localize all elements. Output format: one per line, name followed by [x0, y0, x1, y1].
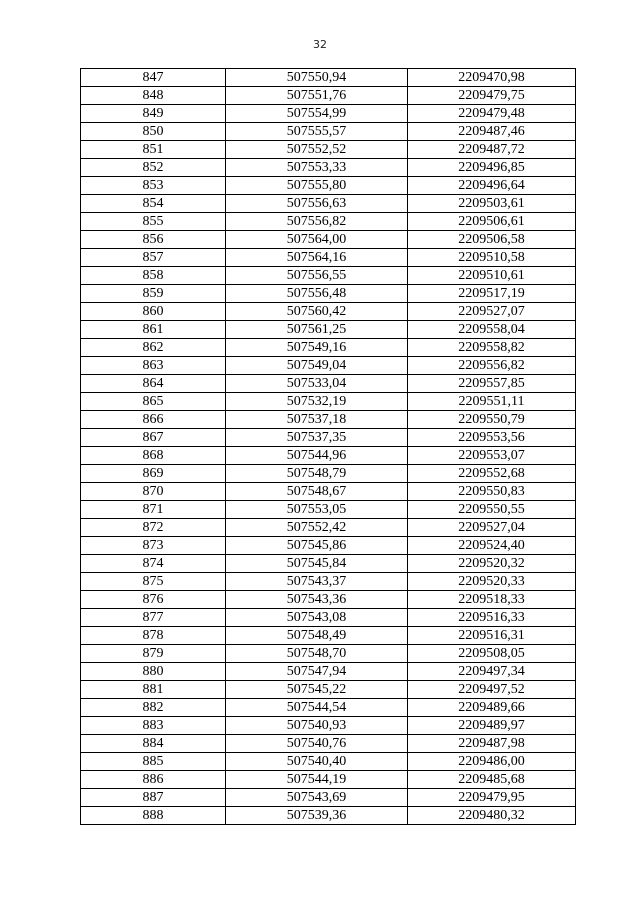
x-coordinate-cell: 507533,04	[226, 375, 408, 393]
y-coordinate-cell: 2209480,32	[408, 807, 576, 825]
x-coordinate-cell: 507560,42	[226, 303, 408, 321]
x-coordinate-cell: 507564,00	[226, 231, 408, 249]
point-number-cell: 866	[81, 411, 226, 429]
point-number-cell: 887	[81, 789, 226, 807]
point-number-cell: 854	[81, 195, 226, 213]
x-coordinate-cell: 507544,96	[226, 447, 408, 465]
y-coordinate-cell: 2209558,04	[408, 321, 576, 339]
point-number-cell: 873	[81, 537, 226, 555]
x-coordinate-cell: 507548,70	[226, 645, 408, 663]
y-coordinate-cell: 2209558,82	[408, 339, 576, 357]
y-coordinate-cell: 2209550,79	[408, 411, 576, 429]
table-row	[81, 267, 576, 285]
point-number-cell: 878	[81, 627, 226, 645]
x-coordinate-cell: 507554,99	[226, 105, 408, 123]
x-coordinate-cell: 507556,63	[226, 195, 408, 213]
y-coordinate-cell: 2209517,19	[408, 285, 576, 303]
table-row	[81, 807, 576, 825]
point-number-cell: 847	[81, 69, 226, 87]
y-coordinate-cell: 2209487,46	[408, 123, 576, 141]
y-coordinate-cell: 2209486,00	[408, 753, 576, 771]
y-coordinate-cell: 2209524,40	[408, 537, 576, 555]
y-coordinate-cell: 2209506,58	[408, 231, 576, 249]
coordinates-table-body	[81, 69, 576, 825]
point-number-cell: 861	[81, 321, 226, 339]
point-number-cell: 867	[81, 429, 226, 447]
point-number-cell: 877	[81, 609, 226, 627]
point-number-cell: 856	[81, 231, 226, 249]
table-row	[81, 447, 576, 465]
table-row	[81, 753, 576, 771]
y-coordinate-cell: 2209510,61	[408, 267, 576, 285]
table-row	[81, 735, 576, 753]
x-coordinate-cell: 507547,94	[226, 663, 408, 681]
y-coordinate-cell: 2209551,11	[408, 393, 576, 411]
table-row	[81, 141, 576, 159]
table-row	[81, 411, 576, 429]
table-row	[81, 681, 576, 699]
point-number-cell: 880	[81, 663, 226, 681]
y-coordinate-cell: 2209520,33	[408, 573, 576, 591]
point-number-cell: 884	[81, 735, 226, 753]
y-coordinate-cell: 2209496,64	[408, 177, 576, 195]
table-row	[81, 303, 576, 321]
point-number-cell: 874	[81, 555, 226, 573]
x-coordinate-cell: 507555,57	[226, 123, 408, 141]
x-coordinate-cell: 507544,54	[226, 699, 408, 717]
table-row	[81, 771, 576, 789]
table-row	[81, 87, 576, 105]
x-coordinate-cell: 507555,80	[226, 177, 408, 195]
table-row	[81, 159, 576, 177]
point-number-cell: 872	[81, 519, 226, 537]
table-row	[81, 663, 576, 681]
x-coordinate-cell: 507553,05	[226, 501, 408, 519]
y-coordinate-cell: 2209527,07	[408, 303, 576, 321]
table-row	[81, 555, 576, 573]
point-number-cell: 879	[81, 645, 226, 663]
y-coordinate-cell: 2209489,97	[408, 717, 576, 735]
x-coordinate-cell: 507548,49	[226, 627, 408, 645]
table-row	[81, 573, 576, 591]
table-row	[81, 609, 576, 627]
point-number-cell: 850	[81, 123, 226, 141]
y-coordinate-cell: 2209479,75	[408, 87, 576, 105]
y-coordinate-cell: 2209497,34	[408, 663, 576, 681]
y-coordinate-cell: 2209520,32	[408, 555, 576, 573]
point-number-cell: 851	[81, 141, 226, 159]
table-row	[81, 429, 576, 447]
point-number-cell: 870	[81, 483, 226, 501]
point-number-cell: 849	[81, 105, 226, 123]
x-coordinate-cell: 507545,22	[226, 681, 408, 699]
table-row	[81, 123, 576, 141]
y-coordinate-cell: 2209479,48	[408, 105, 576, 123]
point-number-cell: 864	[81, 375, 226, 393]
y-coordinate-cell: 2209516,31	[408, 627, 576, 645]
y-coordinate-cell: 2209557,85	[408, 375, 576, 393]
x-coordinate-cell: 507543,08	[226, 609, 408, 627]
coordinates-table	[80, 68, 576, 825]
table-row	[81, 789, 576, 807]
x-coordinate-cell: 507552,52	[226, 141, 408, 159]
table-row	[81, 627, 576, 645]
table-row	[81, 321, 576, 339]
x-coordinate-cell: 507552,42	[226, 519, 408, 537]
point-number-cell: 869	[81, 465, 226, 483]
table-row	[81, 393, 576, 411]
y-coordinate-cell: 2209556,82	[408, 357, 576, 375]
x-coordinate-cell: 507543,37	[226, 573, 408, 591]
point-number-cell: 848	[81, 87, 226, 105]
y-coordinate-cell: 2209550,83	[408, 483, 576, 501]
x-coordinate-cell: 507553,33	[226, 159, 408, 177]
table-row	[81, 105, 576, 123]
table-row	[81, 339, 576, 357]
point-number-cell: 853	[81, 177, 226, 195]
table-row	[81, 519, 576, 537]
table-row	[81, 357, 576, 375]
y-coordinate-cell: 2209487,72	[408, 141, 576, 159]
y-coordinate-cell: 2209510,58	[408, 249, 576, 267]
point-number-cell: 876	[81, 591, 226, 609]
x-coordinate-cell: 507549,16	[226, 339, 408, 357]
y-coordinate-cell: 2209518,33	[408, 591, 576, 609]
point-number-cell: 875	[81, 573, 226, 591]
x-coordinate-cell: 507544,19	[226, 771, 408, 789]
table-row	[81, 465, 576, 483]
table-row	[81, 285, 576, 303]
x-coordinate-cell: 507556,55	[226, 267, 408, 285]
x-coordinate-cell: 507540,40	[226, 753, 408, 771]
table-row	[81, 69, 576, 87]
table-row	[81, 645, 576, 663]
y-coordinate-cell: 2209553,56	[408, 429, 576, 447]
x-coordinate-cell: 507537,35	[226, 429, 408, 447]
x-coordinate-cell: 507561,25	[226, 321, 408, 339]
table-row	[81, 375, 576, 393]
y-coordinate-cell: 2209553,07	[408, 447, 576, 465]
y-coordinate-cell: 2209552,68	[408, 465, 576, 483]
page-number: 32	[313, 38, 327, 51]
y-coordinate-cell: 2209489,66	[408, 699, 576, 717]
x-coordinate-cell: 507551,76	[226, 87, 408, 105]
y-coordinate-cell: 2209496,85	[408, 159, 576, 177]
point-number-cell: 852	[81, 159, 226, 177]
table-row	[81, 591, 576, 609]
x-coordinate-cell: 507548,79	[226, 465, 408, 483]
x-coordinate-cell: 507549,04	[226, 357, 408, 375]
point-number-cell: 885	[81, 753, 226, 771]
point-number-cell: 871	[81, 501, 226, 519]
point-number-cell: 859	[81, 285, 226, 303]
x-coordinate-cell: 507550,94	[226, 69, 408, 87]
x-coordinate-cell: 507540,93	[226, 717, 408, 735]
x-coordinate-cell: 507564,16	[226, 249, 408, 267]
point-number-cell: 857	[81, 249, 226, 267]
point-number-cell: 868	[81, 447, 226, 465]
y-coordinate-cell: 2209485,68	[408, 771, 576, 789]
y-coordinate-cell: 2209508,05	[408, 645, 576, 663]
x-coordinate-cell: 507556,48	[226, 285, 408, 303]
point-number-cell: 865	[81, 393, 226, 411]
point-number-cell: 862	[81, 339, 226, 357]
table-row	[81, 177, 576, 195]
point-number-cell: 860	[81, 303, 226, 321]
point-number-cell: 882	[81, 699, 226, 717]
point-number-cell: 883	[81, 717, 226, 735]
x-coordinate-cell: 507548,67	[226, 483, 408, 501]
x-coordinate-cell: 507532,19	[226, 393, 408, 411]
table-row	[81, 717, 576, 735]
point-number-cell: 881	[81, 681, 226, 699]
table-row	[81, 249, 576, 267]
point-number-cell: 863	[81, 357, 226, 375]
y-coordinate-cell: 2209506,61	[408, 213, 576, 231]
y-coordinate-cell: 2209479,95	[408, 789, 576, 807]
table-row	[81, 231, 576, 249]
y-coordinate-cell: 2209470,98	[408, 69, 576, 87]
y-coordinate-cell: 2209516,33	[408, 609, 576, 627]
point-number-cell: 888	[81, 807, 226, 825]
table-row	[81, 213, 576, 231]
point-number-cell: 858	[81, 267, 226, 285]
x-coordinate-cell: 507545,86	[226, 537, 408, 555]
y-coordinate-cell: 2209497,52	[408, 681, 576, 699]
point-number-cell: 886	[81, 771, 226, 789]
table-row	[81, 699, 576, 717]
y-coordinate-cell: 2209503,61	[408, 195, 576, 213]
table-row	[81, 483, 576, 501]
x-coordinate-cell: 507543,36	[226, 591, 408, 609]
y-coordinate-cell: 2209550,55	[408, 501, 576, 519]
x-coordinate-cell: 507537,18	[226, 411, 408, 429]
y-coordinate-cell: 2209527,04	[408, 519, 576, 537]
x-coordinate-cell: 507545,84	[226, 555, 408, 573]
y-coordinate-cell: 2209487,98	[408, 735, 576, 753]
x-coordinate-cell: 507539,36	[226, 807, 408, 825]
x-coordinate-cell: 507543,69	[226, 789, 408, 807]
table-row	[81, 501, 576, 519]
table-row	[81, 537, 576, 555]
x-coordinate-cell: 507540,76	[226, 735, 408, 753]
point-number-cell: 855	[81, 213, 226, 231]
x-coordinate-cell: 507556,82	[226, 213, 408, 231]
table-row	[81, 195, 576, 213]
